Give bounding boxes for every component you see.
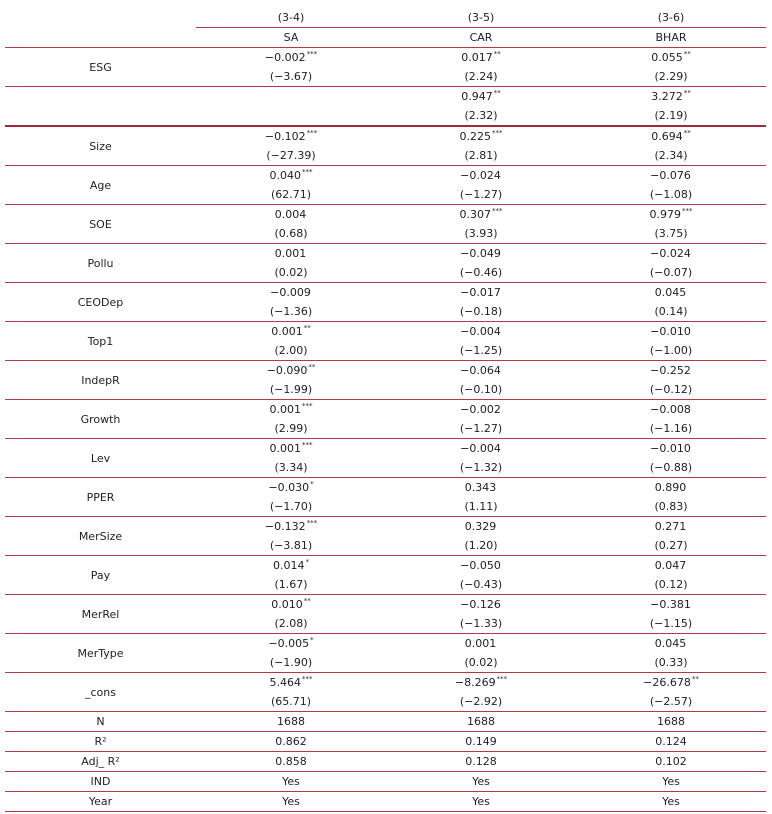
coefficient-value: −0.050: [460, 559, 501, 572]
coefficient-value: 0.890: [654, 481, 687, 494]
coefficient-line: [196, 361, 386, 380]
significance-stars: **: [691, 675, 699, 684]
coefficient-line: [576, 361, 766, 380]
coefficient-value: 0.004: [274, 208, 307, 221]
coefficient-cell: [196, 283, 386, 322]
variable-label: Size: [5, 126, 196, 166]
coefficient-line: [196, 595, 386, 614]
coefficient-cell: [576, 283, 766, 322]
significance-stars: **: [303, 324, 311, 333]
t-statistic: (−1.27): [459, 188, 503, 201]
t-statistic: (−1.16): [649, 422, 693, 435]
coefficient-line: [576, 48, 766, 67]
coefficient-value: 0.055: [651, 51, 683, 64]
coefficient-line: [196, 517, 386, 536]
variable-label: Pollu: [5, 244, 196, 283]
coefficient-cell: [576, 517, 766, 556]
coefficient-value: −0.024: [460, 169, 501, 182]
coefficient-cell: [576, 126, 766, 166]
coefficient-value: 0.001: [464, 637, 497, 650]
coefficient-cell: [196, 48, 386, 87]
model-header: (3-6): [576, 8, 766, 28]
coefficient-cell: [576, 439, 766, 478]
coefficient-line: [386, 205, 576, 224]
coefficient-value: 0.045: [654, 637, 687, 650]
coefficient-cell: [386, 595, 576, 634]
coefficient-line: [576, 87, 766, 106]
coefficient-value: −0.002: [264, 51, 306, 64]
coefficient-cell: [386, 322, 576, 361]
header-row-models: [5, 8, 766, 28]
significance-stars: ***: [306, 129, 318, 138]
coefficient-line: [196, 205, 386, 224]
coefficient-line: [196, 87, 386, 106]
coefficient-value: 0.017: [461, 51, 493, 64]
coefficient-value: −0.008: [650, 403, 691, 416]
coefficient-value: −0.252: [650, 364, 691, 377]
t-statistic: (1.11): [464, 500, 498, 513]
t-statistic: (−1.08): [649, 188, 693, 201]
coefficient-cell: [386, 556, 576, 595]
coefficient-value: −0.090: [266, 364, 308, 377]
significance-stars: ***: [302, 402, 313, 411]
depvar-header: BHAR: [576, 28, 766, 48]
variable-label: Lev: [5, 439, 196, 478]
coefficient-value: 3.272: [651, 90, 683, 103]
coefficient-line: [196, 556, 386, 575]
table-row: [5, 87, 766, 127]
coefficient-value: 0.014: [273, 559, 305, 572]
variable-label: _cons: [5, 673, 196, 712]
coefficient-line: [196, 673, 386, 692]
table-row: [5, 166, 766, 205]
coefficient-cell: [196, 361, 386, 400]
variable-label: MerType: [5, 634, 196, 673]
t-statistic: (0.33): [654, 656, 688, 669]
coefficient-line: [576, 322, 766, 341]
table-row: [5, 556, 766, 595]
coefficient-cell: [386, 244, 576, 283]
coefficient-line: [386, 361, 576, 380]
header-corner: [5, 8, 196, 28]
coefficient-line: [386, 127, 576, 146]
t-statistic: (2.29): [654, 70, 688, 83]
coefficient-value: −0.024: [650, 247, 691, 260]
t-statistic: (−1.99): [269, 383, 313, 396]
coefficient-cell: [576, 556, 766, 595]
coefficient-value: 0.040: [269, 169, 301, 182]
coefficient-cell: [576, 361, 766, 400]
stat-label: R²: [5, 732, 196, 752]
significance-stars: ***: [306, 519, 318, 528]
significance-stars: ***: [302, 675, 313, 684]
coefficient-line: [576, 439, 766, 458]
coefficient-line: [196, 439, 386, 458]
coefficient-cell: [386, 126, 576, 166]
significance-stars: *: [310, 636, 314, 645]
coefficient-cell: [196, 126, 386, 166]
coefficient-cell: [576, 478, 766, 517]
stat-value: 1688: [576, 712, 766, 732]
coefficient-value: 0.001: [269, 442, 301, 455]
model-header: (3-4): [196, 8, 386, 28]
t-statistic: (2.19): [654, 109, 688, 122]
coefficient-cell: [196, 595, 386, 634]
t-statistic: (2.24): [464, 70, 498, 83]
coefficient-line: [386, 283, 576, 302]
table-row: [5, 244, 766, 283]
stat-row: [5, 712, 766, 732]
significance-stars: **: [493, 89, 501, 98]
coefficient-value: −0.004: [460, 325, 501, 338]
coefficient-cell: [386, 439, 576, 478]
coefficient-line: [576, 127, 766, 146]
significance-stars: ***: [496, 675, 508, 684]
coefficient-value: 0.045: [654, 286, 687, 299]
significance-stars: **: [683, 89, 691, 98]
table-row: [5, 126, 766, 166]
coefficient-line: [386, 87, 576, 106]
t-statistic: (3.93): [464, 227, 498, 240]
t-statistic: (0.02): [274, 266, 308, 279]
coefficient-cell: [576, 166, 766, 205]
coefficient-value: 0.271: [654, 520, 687, 533]
t-statistic: (3.34): [274, 461, 308, 474]
t-statistic: (0.27): [654, 539, 688, 552]
t-statistic: (−0.07): [649, 266, 693, 279]
coefficient-cell: [386, 517, 576, 556]
t-statistic: (0.12): [654, 578, 688, 591]
coefficient-value: 0.001: [269, 403, 301, 416]
stat-value: Yes: [386, 772, 576, 792]
t-statistic: (−0.10): [459, 383, 503, 396]
variable-label: MerRel: [5, 595, 196, 634]
table-row: [5, 283, 766, 322]
table-row: [5, 673, 766, 712]
t-statistic: (1.67): [274, 578, 308, 591]
stat-value: 0.102: [576, 752, 766, 772]
coefficient-cell: [576, 595, 766, 634]
t-statistic: (−0.88): [649, 461, 693, 474]
coefficient-line: [576, 205, 766, 224]
coefficient-cell: [386, 478, 576, 517]
coefficient-cell: [386, 400, 576, 439]
table-row: [5, 361, 766, 400]
coefficient-value: 0.001: [271, 325, 303, 338]
coefficient-value: −0.064: [460, 364, 501, 377]
coefficient-cell: [386, 283, 576, 322]
coefficient-cell: [196, 673, 386, 712]
t-statistic: (−1.70): [269, 500, 313, 513]
t-statistic: (−1.90): [269, 656, 313, 669]
coefficient-line: [576, 244, 766, 263]
stat-value: Yes: [576, 772, 766, 792]
coefficient-line: [386, 48, 576, 67]
table-body: [5, 8, 766, 812]
variable-label: Age: [5, 166, 196, 205]
stat-value: Yes: [196, 772, 386, 792]
coefficient-line: [196, 283, 386, 302]
coefficient-value: −0.076: [650, 169, 691, 182]
coefficient-value: 0.329: [464, 520, 497, 533]
t-statistic: (65.71): [270, 695, 312, 708]
stat-value: 0.128: [386, 752, 576, 772]
stat-row: [5, 772, 766, 792]
significance-stars: **: [493, 50, 501, 59]
coefficient-value: −0.002: [460, 403, 501, 416]
coefficient-value: −0.017: [460, 286, 501, 299]
stat-value: 1688: [386, 712, 576, 732]
table-row: [5, 205, 766, 244]
table-row: [5, 400, 766, 439]
variable-label: PPER: [5, 478, 196, 517]
coefficient-cell: [386, 166, 576, 205]
variable-label: SOE: [5, 205, 196, 244]
significance-stars: ***: [492, 207, 503, 216]
coefficient-line: [196, 244, 386, 263]
coefficient-line: [386, 517, 576, 536]
coefficient-line: [576, 556, 766, 575]
coefficient-cell: [386, 634, 576, 673]
coefficient-line: [576, 634, 766, 653]
t-statistic: (−27.39): [266, 149, 316, 162]
coefficient-cell: [576, 87, 766, 127]
t-statistic: (2.00): [274, 344, 308, 357]
t-statistic: (0.02): [464, 656, 498, 669]
significance-stars: ***: [306, 50, 318, 59]
coefficient-value: −8.269: [454, 676, 496, 689]
coefficient-cell: [576, 322, 766, 361]
coefficient-cell: [576, 400, 766, 439]
coefficient-cell: [386, 48, 576, 87]
coefficient-value: −0.005: [268, 637, 310, 650]
coefficient-value: −0.049: [460, 247, 501, 260]
significance-stars: **: [303, 597, 311, 606]
regression-table: [5, 8, 766, 812]
t-statistic: (2.81): [464, 149, 498, 162]
variable-label: [5, 87, 196, 127]
stat-value: Yes: [196, 792, 386, 812]
coefficient-value: 0.307: [459, 208, 491, 221]
coefficient-line: [196, 166, 386, 185]
coefficient-value: 0.001: [274, 247, 307, 260]
coefficient-line: [576, 517, 766, 536]
coefficient-line: [576, 283, 766, 302]
coefficient-value: 0.947: [461, 90, 493, 103]
coefficient-value: 5.464: [269, 676, 301, 689]
coefficient-cell: [196, 634, 386, 673]
variable-label: Top1: [5, 322, 196, 361]
t-statistic: (−2.92): [459, 695, 503, 708]
stat-row: [5, 732, 766, 752]
table-row: [5, 322, 766, 361]
coefficient-value: 0.694: [651, 130, 683, 143]
coefficient-line: [576, 673, 766, 692]
coefficient-line: [576, 166, 766, 185]
t-statistic: (2.08): [274, 617, 308, 630]
stat-label: IND: [5, 772, 196, 792]
variable-label: ESG: [5, 48, 196, 87]
coefficient-cell: [196, 166, 386, 205]
coefficient-line: [576, 400, 766, 419]
coefficient-line: [196, 634, 386, 653]
coefficient-line: [386, 244, 576, 263]
coefficient-line: [386, 400, 576, 419]
model-header: (3-5): [386, 8, 576, 28]
table-row: [5, 595, 766, 634]
t-statistic: (2.34): [654, 149, 688, 162]
coefficient-value: 0.010: [271, 598, 303, 611]
stat-value: 0.858: [196, 752, 386, 772]
coefficient-line: [386, 478, 576, 497]
coefficient-value: 0.047: [654, 559, 687, 572]
variable-label: CEODep: [5, 283, 196, 322]
significance-stars: *: [305, 558, 309, 567]
coefficient-value: −0.126: [460, 598, 501, 611]
coefficient-cell: [196, 87, 386, 127]
coefficient-cell: [196, 517, 386, 556]
t-statistic: (−2.57): [649, 695, 693, 708]
coefficient-line: [386, 322, 576, 341]
stat-value: 0.862: [196, 732, 386, 752]
variable-label: Growth: [5, 400, 196, 439]
stat-row: [5, 752, 766, 772]
coefficient-cell: [196, 322, 386, 361]
coefficient-value: −0.132: [264, 520, 306, 533]
significance-stars: ***: [492, 129, 503, 138]
t-statistic: (−0.43): [459, 578, 503, 591]
variable-label: IndepR: [5, 361, 196, 400]
significance-stars: *: [310, 480, 314, 489]
significance-stars: **: [683, 129, 691, 138]
coefficient-cell: [196, 478, 386, 517]
stat-value: 0.149: [386, 732, 576, 752]
significance-stars: **: [683, 50, 691, 59]
coefficient-value: −26.678: [643, 676, 691, 689]
coefficient-value: −0.010: [650, 325, 691, 338]
stat-value: Yes: [576, 792, 766, 812]
coefficient-value: −0.010: [650, 442, 691, 455]
t-statistic: (−1.25): [459, 344, 503, 357]
variable-label: Pay: [5, 556, 196, 595]
stat-label: Adj_ R²: [5, 752, 196, 772]
table-row: [5, 478, 766, 517]
coefficient-value: −0.381: [650, 598, 691, 611]
header-corner: [5, 28, 196, 48]
coefficient-cell: [386, 205, 576, 244]
header-row-depvars: [5, 28, 766, 48]
coefficient-line: [576, 595, 766, 614]
t-statistic: (−3.81): [269, 539, 313, 552]
coefficient-line: [386, 595, 576, 614]
t-statistic: (−0.18): [459, 305, 503, 318]
coefficient-line: [386, 556, 576, 575]
table-row: [5, 517, 766, 556]
t-statistic: (−0.12): [649, 383, 693, 396]
coefficient-cell: [576, 48, 766, 87]
table-row: [5, 48, 766, 87]
t-statistic: (−1.00): [649, 344, 693, 357]
table-row: [5, 634, 766, 673]
t-statistic: (−1.33): [459, 617, 503, 630]
coefficient-value: −0.030: [268, 481, 310, 494]
stat-value: 1688: [196, 712, 386, 732]
coefficient-cell: [196, 439, 386, 478]
coefficient-cell: [386, 87, 576, 127]
significance-stars: ***: [682, 207, 693, 216]
coefficient-line: [386, 634, 576, 653]
t-statistic: [196, 106, 386, 125]
t-statistic: (62.71): [270, 188, 312, 201]
coefficient-line: [386, 166, 576, 185]
coefficient-value: −0.102: [264, 130, 306, 143]
stat-label: Year: [5, 792, 196, 812]
coefficient-line: [576, 478, 766, 497]
t-statistic: (−0.46): [459, 266, 503, 279]
coefficient-cell: [196, 556, 386, 595]
stat-label: N: [5, 712, 196, 732]
coefficient-cell: [576, 634, 766, 673]
table-row: [5, 439, 766, 478]
t-statistic: (0.68): [274, 227, 308, 240]
coefficient-value: −0.004: [460, 442, 501, 455]
variable-label: MerSize: [5, 517, 196, 556]
coefficient-cell: [196, 244, 386, 283]
coefficient-line: [386, 673, 576, 692]
t-statistic: (−1.15): [649, 617, 693, 630]
coefficient-value: 0.979: [649, 208, 681, 221]
coefficient-value: −0.009: [270, 286, 311, 299]
t-statistic: (2.32): [464, 109, 498, 122]
significance-stars: ***: [302, 441, 313, 450]
coefficient-value: 0.343: [464, 481, 497, 494]
depvar-header: CAR: [386, 28, 576, 48]
coefficient-cell: [576, 205, 766, 244]
stat-value: 0.124: [576, 732, 766, 752]
coefficient-value: 0.225: [459, 130, 491, 143]
t-statistic: (3.75): [654, 227, 688, 240]
coefficient-line: [196, 478, 386, 497]
t-statistic: (0.83): [654, 500, 688, 513]
coefficient-line: [196, 127, 386, 146]
significance-stars: ***: [302, 168, 313, 177]
coefficient-cell: [196, 400, 386, 439]
depvar-header: SA: [196, 28, 386, 48]
coefficient-line: [196, 48, 386, 67]
t-statistic: (−1.27): [459, 422, 503, 435]
coefficient-cell: [386, 673, 576, 712]
coefficient-line: [196, 322, 386, 341]
coefficient-cell: [576, 244, 766, 283]
coefficient-cell: [576, 673, 766, 712]
t-statistic: (−1.32): [459, 461, 503, 474]
coefficient-cell: [196, 205, 386, 244]
coefficient-line: [196, 400, 386, 419]
coefficient-line: [386, 439, 576, 458]
t-statistic: (−1.36): [269, 305, 313, 318]
significance-stars: **: [308, 363, 316, 372]
t-statistic: (1.20): [464, 539, 498, 552]
t-statistic: (2.99): [274, 422, 308, 435]
t-statistic: (−3.67): [269, 70, 313, 83]
t-statistic: (0.14): [654, 305, 688, 318]
stat-value: Yes: [386, 792, 576, 812]
coefficient-cell: [386, 361, 576, 400]
stat-row: [5, 792, 766, 812]
